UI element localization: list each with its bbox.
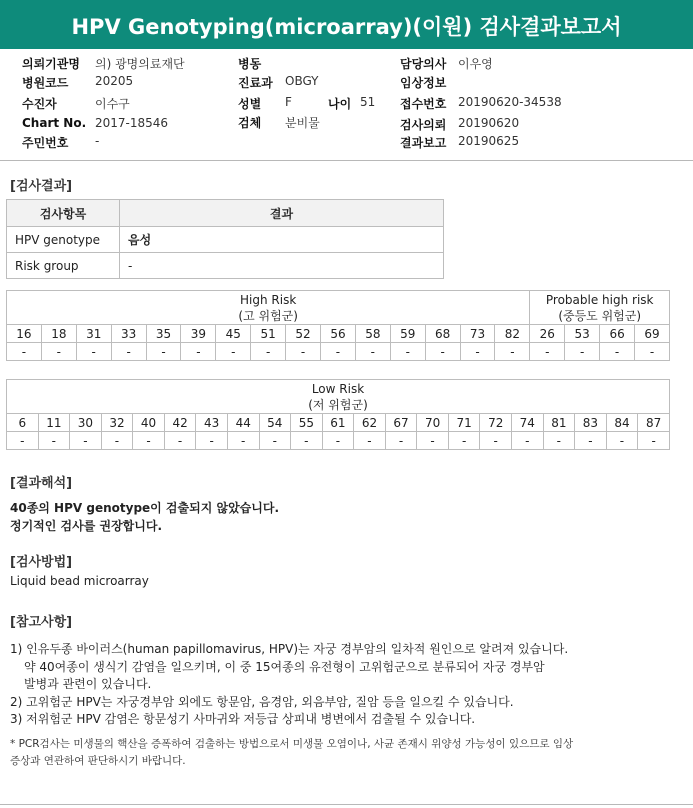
- genotype-cell: 40: [133, 414, 165, 432]
- genotype-cell: 70: [417, 414, 449, 432]
- specimen-value: 분비물: [285, 116, 320, 130]
- low-risk-title: Low Risk: [311, 381, 365, 396]
- reference-line: 2) 고위험군 HPV는 자궁경부암 외에도 항문암, 음경암, 외음부암, 질암 등을 일으킬 수 있습니다.: [10, 694, 514, 709]
- patient-label: 수진자: [22, 97, 57, 111]
- value-cell: -: [425, 343, 460, 361]
- col-result-header: 결과: [120, 200, 444, 227]
- value-cell: -: [355, 343, 390, 361]
- references-list: [10, 641, 568, 729]
- value-cell: -: [291, 432, 323, 450]
- genotype-cell: 82: [495, 325, 530, 343]
- genotype-cell: 67: [385, 414, 417, 432]
- interpretation-section-title: [결과해석]: [10, 476, 73, 491]
- genotype-cell: 31: [76, 325, 111, 343]
- table-row: [7, 227, 444, 253]
- value-cell: -: [146, 343, 181, 361]
- genotype-cell: 73: [460, 325, 495, 343]
- probable-risk-title: Probable high risk: [545, 292, 654, 307]
- value-cell: -: [216, 343, 251, 361]
- references-section-title: [참고사항]: [10, 615, 73, 630]
- value-cell: -: [133, 432, 165, 450]
- value-cell: -: [606, 432, 638, 450]
- genotype-cell: 61: [322, 414, 354, 432]
- value-cell: -: [322, 432, 354, 450]
- item-cell: HPV genotype: [7, 227, 120, 253]
- result-cell: 음성: [120, 227, 444, 253]
- genotype-cell: 66: [600, 325, 635, 343]
- value-row: [7, 343, 670, 361]
- value-cell: -: [575, 432, 607, 450]
- genotype-cell: 68: [425, 325, 460, 343]
- value-cell: -: [390, 343, 425, 361]
- value-cell: -: [38, 432, 70, 450]
- high-risk-table: [6, 290, 670, 361]
- code-value: 20205: [95, 74, 134, 88]
- value-cell: -: [111, 343, 146, 361]
- value-cell: -: [251, 343, 286, 361]
- dept-value: OBGY: [285, 74, 319, 88]
- results-section-title: [검사결과]: [10, 179, 73, 194]
- sex-label: 성별: [238, 97, 262, 111]
- patient-value: 이수구: [95, 97, 130, 111]
- reference-line: 1) 인유두종 바이러스(human papillomavirus, HPV)는 자궁 경부암의 일차적 원인으로 알려져 있습니다.: [10, 642, 569, 656]
- hospital-value: 의) 광명의료재단: [95, 57, 185, 71]
- reference-line: 약 40여종이 생식기 감염을 일으키며, 이 중 15여종의 유전형이 고위험군으로 분류되어 자궁 경부암: [24, 659, 545, 674]
- high-risk-subtitle: (고 위험군): [238, 308, 298, 323]
- value-cell: -: [635, 343, 670, 361]
- genotype-cell: 6: [7, 414, 39, 432]
- high-risk-header: [7, 291, 530, 325]
- genotype-cell: 59: [390, 325, 425, 343]
- value-cell: -: [70, 432, 102, 450]
- low-risk-table: [6, 379, 670, 450]
- value-cell: -: [101, 432, 133, 450]
- value-cell: -: [600, 343, 635, 361]
- interpretation-line: 40종의 HPV genotype이 검출되지 않았습니다.: [10, 501, 280, 515]
- genotype-cell: 53: [565, 325, 600, 343]
- value-cell: -: [76, 343, 111, 361]
- genotype-cell: 55: [291, 414, 323, 432]
- divider: [0, 160, 693, 161]
- genotype-cell: 84: [606, 414, 638, 432]
- method-section-title: [검사방법]: [10, 555, 73, 570]
- value-cell: -: [495, 343, 530, 361]
- value-cell: -: [181, 343, 216, 361]
- value-cell: -: [164, 432, 196, 450]
- id-value: -: [95, 134, 100, 148]
- specimen-label: 검체: [238, 116, 262, 130]
- table-row: [7, 253, 444, 279]
- genotype-cell: 32: [101, 414, 133, 432]
- hospital-label: 의뢰기관명: [22, 57, 80, 71]
- genotype-cell: 43: [196, 414, 228, 432]
- footnote-line: 증상과 연관하여 판단하시기 바랍니다.: [10, 755, 186, 767]
- genotype-cell: 81: [543, 414, 575, 432]
- value-cell: -: [354, 432, 386, 450]
- reference-line: 3) 저위험군 HPV 감염은 항문성기 사마귀와 저등급 상피내 병변에서 검출될 수 있습니다.: [10, 712, 476, 727]
- value-cell: -: [227, 432, 259, 450]
- genotype-cell: 42: [164, 414, 196, 432]
- genotype-cell: 72: [480, 414, 512, 432]
- genotype-cell: 52: [286, 325, 321, 343]
- genotype-cell: 71: [448, 414, 480, 432]
- doctor-label: 담당의사: [400, 57, 447, 71]
- genotype-cell: 44: [227, 414, 259, 432]
- request-value: 20190620: [458, 116, 520, 130]
- value-row: [7, 432, 670, 450]
- item-cell: Risk group: [7, 253, 120, 279]
- genotype-cell: 83: [575, 414, 607, 432]
- receipt-label: 접수번호: [400, 97, 447, 111]
- value-cell: -: [460, 343, 495, 361]
- genotype-cell: 69: [635, 325, 670, 343]
- bottom-divider: [0, 804, 693, 805]
- receipt-value: 20190620-34538: [458, 95, 562, 109]
- code-label: 병원코드: [22, 76, 69, 90]
- value-cell: -: [321, 343, 356, 361]
- value-cell: -: [512, 432, 544, 450]
- genotype-cell: 35: [146, 325, 181, 343]
- dept-label: 진료과: [238, 76, 273, 90]
- genotype-row: [7, 414, 670, 432]
- genotype-cell: 56: [321, 325, 356, 343]
- probable-risk-subtitle: (중등도 위험군): [558, 308, 642, 323]
- genotype-cell: 11: [38, 414, 70, 432]
- value-cell: -: [565, 343, 600, 361]
- footnote: [10, 736, 573, 770]
- clinical-label: 임상정보: [400, 76, 447, 90]
- genotype-cell: 33: [111, 325, 146, 343]
- low-risk-header: [7, 380, 670, 414]
- genotype-cell: 39: [181, 325, 216, 343]
- value-cell: -: [7, 343, 42, 361]
- genotype-row: [7, 325, 670, 343]
- value-cell: -: [543, 432, 575, 450]
- genotype-cell: 74: [512, 414, 544, 432]
- genotype-cell: 16: [7, 325, 42, 343]
- report-title: HPV Genotyping(microarray)(이원) 검사결과보고서: [0, 0, 693, 49]
- interpretation-text: [10, 499, 279, 535]
- genotype-cell: 18: [41, 325, 76, 343]
- value-cell: -: [385, 432, 417, 450]
- genotype-cell: 51: [251, 325, 286, 343]
- value-cell: -: [286, 343, 321, 361]
- genotype-cell: 30: [70, 414, 102, 432]
- chart-value: 2017-18546: [95, 116, 169, 130]
- genotype-cell: 45: [216, 325, 251, 343]
- value-cell: -: [530, 343, 565, 361]
- value-cell: -: [480, 432, 512, 450]
- genotype-cell: 62: [354, 414, 386, 432]
- report-value: 20190625: [458, 134, 520, 148]
- high-risk-title: High Risk: [240, 292, 297, 307]
- age-label: 나이: [328, 97, 352, 111]
- sex-value: F: [285, 95, 292, 109]
- genotype-cell: 87: [638, 414, 670, 432]
- value-cell: -: [196, 432, 228, 450]
- value-cell: -: [41, 343, 76, 361]
- low-risk-subtitle: (저 위험군): [308, 397, 368, 412]
- chart-label: Chart No.: [22, 116, 87, 130]
- doctor-value: 이우영: [458, 57, 493, 71]
- genotype-cell: 58: [355, 325, 390, 343]
- genotype-cell: 54: [259, 414, 291, 432]
- result-cell: -: [120, 253, 444, 279]
- request-label: 검사의뢰: [400, 118, 447, 132]
- reference-line: 발병과 관련이 있습니다.: [24, 677, 152, 692]
- age-value: 51: [360, 95, 376, 109]
- method-text: Liquid bead microarray: [10, 574, 149, 588]
- id-label: 주민번호: [22, 136, 69, 150]
- report-label: 결과보고: [400, 136, 447, 150]
- results-table: [6, 199, 444, 279]
- value-cell: -: [7, 432, 39, 450]
- value-cell: -: [417, 432, 449, 450]
- genotype-cell: 26: [530, 325, 565, 343]
- value-cell: -: [638, 432, 670, 450]
- value-cell: -: [259, 432, 291, 450]
- value-cell: -: [448, 432, 480, 450]
- interpretation-line: 정기적인 검사를 권장합니다.: [10, 519, 163, 533]
- probable-risk-header: [530, 291, 670, 325]
- ward-label: 병동: [238, 57, 262, 71]
- col-item-header: 검사항목: [7, 200, 120, 227]
- footnote-line: * PCR검사는 미생물의 핵산을 증폭하여 검출하는 방법으로서 미생물 오염이나, 사균 존재시 위양성 가능성이 있으므로 임상: [10, 738, 574, 750]
